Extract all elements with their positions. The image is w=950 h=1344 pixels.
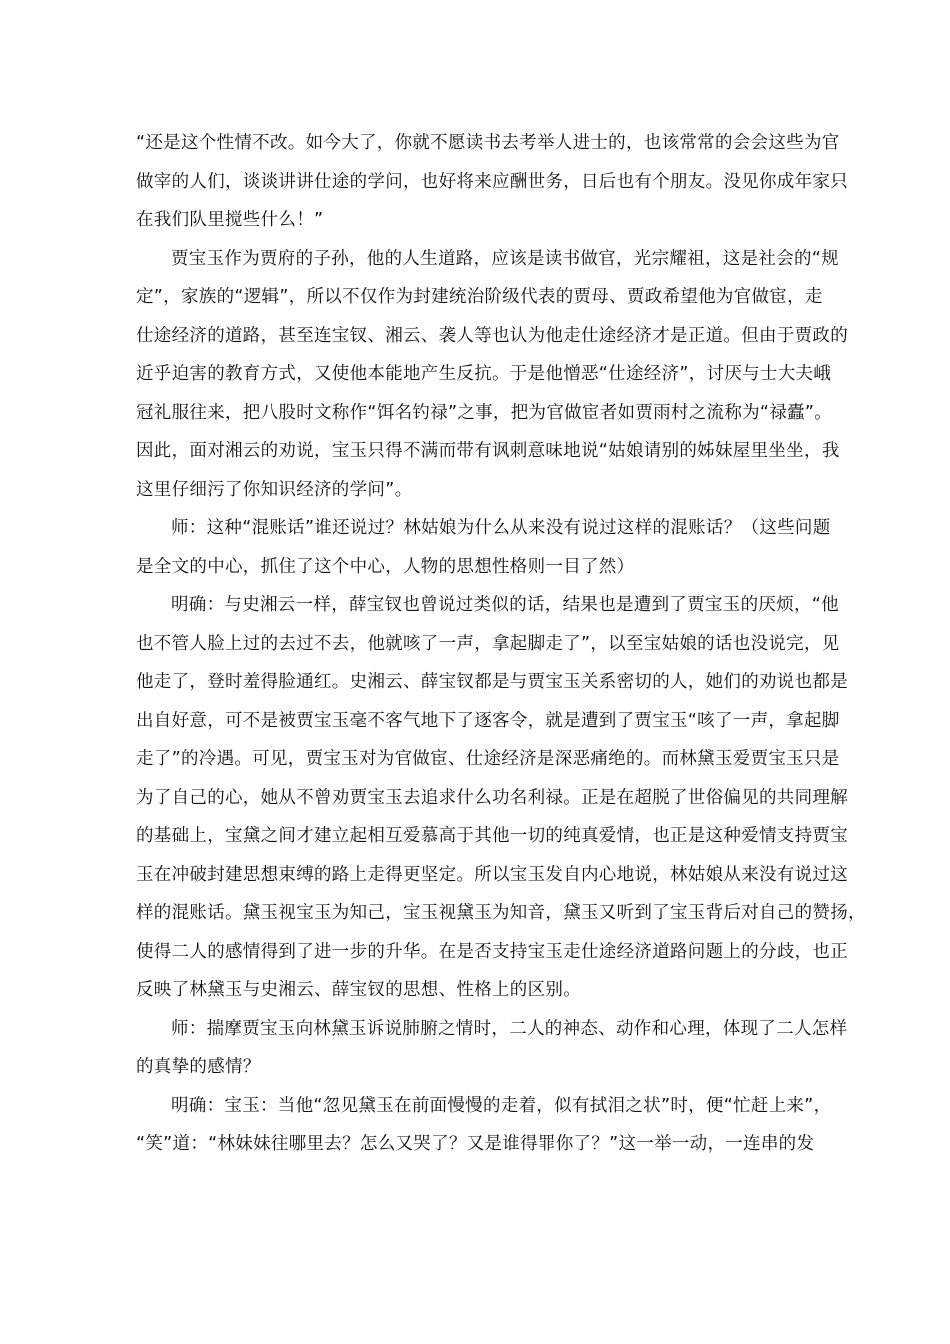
text-line: 使得二人的感情得到了进一步的升华。在是否支持宝玉走仕途经济道路问题上的分歧，也正: [136, 941, 848, 962]
text-line: 定”，家族的“逻辑”，所以不仅作为封建统治阶级代表的贾母、贾政希望他为官做宦，走: [136, 287, 823, 307]
text-line: 因此，面对湘云的劝说，宝玉只得不满而带有讽刺意味地说“姑娘请别的姊妹屋里坐坐，我: [136, 441, 840, 461]
text-line: 反映了林黛玉与史湘云、薛宝钗的思想、性格上的区别。: [136, 980, 581, 1000]
text-line: 做宰的人们，谈谈讲讲仕途的学问，也好将来应酬世务，日后也有个朋友。没见你成年家只: [136, 171, 848, 192]
text-line: 玉在冲破封建思想束缚的路上走得更坚定。所以宝玉发自内心地说，林姑娘从来没有说过这: [136, 864, 848, 885]
text-line: 明确：宝玉：当他“忽见黛玉在前面慢慢的走着，似有拭泪之状”时，便“忙赶上来”，: [171, 1095, 832, 1116]
text-line: 走了”的冷遇。可见，贾宝玉对为官做宦、仕途经济是深恶痛绝的。而林黛玉爱贾宝玉只是: [136, 749, 840, 769]
paragraph: [136, 124, 848, 240]
text-line: 这里仔细污了你知识经济的学问”。: [136, 479, 413, 500]
text-line: 仕途经济的道路，甚至连宝钗、湘云、袭人等也认为他走仕途经济才是正道。但由于贾政的: [136, 325, 848, 346]
text-line: 为了自己的心，她从不曾劝贾宝玉去追求什么功名利禄。正是在超脱了世俗偏见的共同理解: [136, 787, 848, 808]
text-line: 师：揣摩贾宝玉向林黛玉诉说肺腑之情时，二人的神态、动作和心理，体现了二人怎样: [171, 1018, 848, 1039]
text-line: 师：这种“混账话”谁还说过？林姑娘为什么从来没有说过这样的混账话？（这些问题: [171, 518, 831, 538]
paragraph: [136, 240, 848, 510]
paragraph: [136, 586, 866, 1010]
text-line: 他走了，登时羞得脸通红。史湘云、薛宝钗都是与贾宝玉关系密切的人，她们的劝说也都是: [136, 672, 848, 692]
text-line: 贾宝玉作为贾府的子孙，他的人生道路，应该是读书做官，光宗耀祖，这是社会的“规: [171, 248, 839, 269]
text-line: “笑”道：“林妹妹往哪里去？怎么又哭了？又是谁得罪你了？”这一举一动，一连串的发: [136, 1134, 815, 1154]
text-line: 的真挚的感情？: [136, 1057, 261, 1077]
paragraph: [136, 509, 831, 586]
paragraph: [136, 1087, 832, 1164]
text-line: 冠礼服往来，把八股时文称作“饵名钓禄”之事，把为官做宦者如贾雨村之流称为“禄蠹”。: [136, 402, 833, 423]
text-line: 的基础上，宝黛之间才建立起相互爱慕高于其他一切的纯真爱情，也正是这种爱情支持贾宝: [136, 826, 848, 846]
text-line: 在我们队里搅些什么！”: [136, 210, 324, 230]
text-line: 出自好意，可不是被贾宝玉毫不客气地下了逐客令，就是遭到了贾宝玉“咳了一声，拿起脚: [136, 710, 840, 731]
text-line: 明确：与史湘云一样，薛宝钗也曾说过类似的话，结果也是遭到了贾宝玉的厌烦，“他: [171, 595, 839, 615]
text-line: 样的混账话。黛玉视宝玉为知己，宝玉视黛玉为知音，黛玉又听到了宝玉背后对自己的赞扬，: [136, 903, 866, 923]
text-line: 也不管人脸上过的去过不去，他就咳了一声，拿起脚走了”，以至宝姑娘的话也没说完，见: [136, 633, 840, 654]
paragraph: [136, 1010, 848, 1087]
text-line: “还是这个性情不改。如今大了，你就不愿读书去考举人进士的，也该常常的会会这些为官: [136, 133, 840, 153]
text-line: 是全文的中心，抓住了这个中心，人物的思想性格则一目了然）: [136, 556, 635, 577]
document-body: [136, 124, 866, 1164]
text-line: 近乎迫害的教育方式，又使他本能地产生反抗。于是他憎恶“仕途经济”，讨厌与士大夫峨: [136, 364, 832, 384]
